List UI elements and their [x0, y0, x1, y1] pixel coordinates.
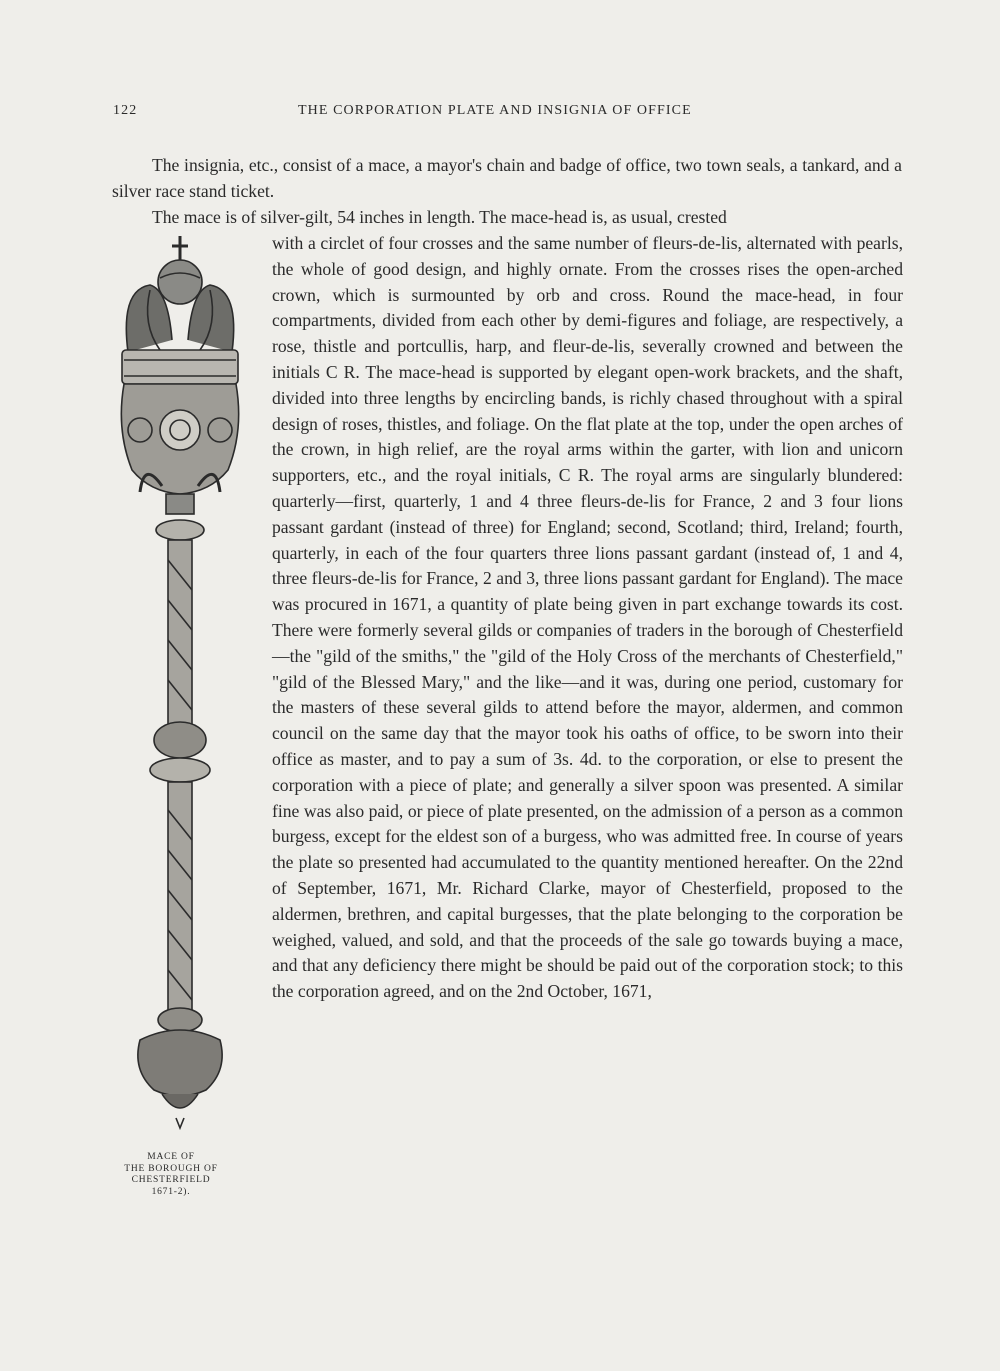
mace-illustration	[110, 230, 250, 1130]
caption-line: MACE OF	[147, 1152, 195, 1162]
page-number: 122	[113, 103, 138, 118]
caption-line: CHESTERFIELD	[131, 1175, 211, 1185]
caption-line: THE BOROUGH OF	[124, 1163, 218, 1174]
caption-line: 1671-2).	[151, 1186, 191, 1197]
paragraph-mace-description: with a circlet of four crosses and the same number of fleurs-de-lis, alternated with pearls, the whole of good design, and highly ornate. From the crosses rises the open-arched crown, which is surmounted by orb and cross. Round the mace-head, in four compartments, divided from each other by demi-figures and foliage, are respectively, a rose, thistle and portcullis, harp, and fleur-de-lis, severally crowned and between the initials C R. The mace-head is supported by elegant open-work brackets, and the shaft, divided into three lengths by encircling bands, is richly chased throughout with a spiral design of roses, thistles, and foliage. On the flat plate at the top, under the open arches of the crown, in high relief, are the royal arms within the garter, with lion and unicorn supporters, etc., and the royal initials, C R. The royal arms are singularly blundered: quarterly—first, quarterly, 1 and 4 three fleurs-de-lis for France, 2 and 3 four lions passant gardant (instead of three) for England; second, Scotland; third, Ireland; fourth, quarterly, in each of the four quarters three lions passant gardant (instead of, 1 and 4, three fleurs-de-lis for France, 2 and 3, three lions passant gardant for England). The mace was procured in 1671, a quantity of plate being given in part exchange towards its cost. There were formerly several gilds or companies of traders in the borough of Chesterfield—the "gild of the smiths," the "gild of the Holy Cross of the merchants of Chesterfield," "gild of the Blessed Mary," and the like—and it was, during one period, customary for the masters of these several gilds to attend before the mayor, aldermen, and common council on the same day that the mayor took his oaths of office, to be sworn into their office as master, and to pay a sum of 3s. 4d. to the corporation, or else to present the corporation with a piece of plate; and generally a silver spoon was presented. A similar fine was also paid, or piece of plate presented, on the admission of a person as a common burgess, except for the eldest son of a burgess, who was admitted free. In course of years the plate so presented had accumulated to the quantity mentioned hereafter. On the 22nd of September, 1671, Mr. Richard Clarke, mayor of Chesterfield, proposed to the aldermen, brethren, and capital burgesses, that the plate belonging to the corporation be weighed, valued, and sold, and that the proceeds of the sale go towards buying a mace, and that any deficiency there might be should be paid out of the corporation stock; to this the corporation agreed, and on the 2nd October, 1671,	[272, 233, 903, 1002]
paragraph-mace-lead: The mace is of silver-gilt, 54 inches in length. The mace-head is, as usual, crested	[152, 207, 727, 227]
running-title: THE CORPORATION PLATE AND INSIGNIA OF OFFICE	[298, 103, 692, 118]
figure-caption	[108, 1152, 234, 1198]
paragraph-insignia: The insignia, etc., consist of a mace, a mayor's chain and badge of office, two town seals, a tankard, and a silver race stand ticket.	[112, 155, 902, 201]
